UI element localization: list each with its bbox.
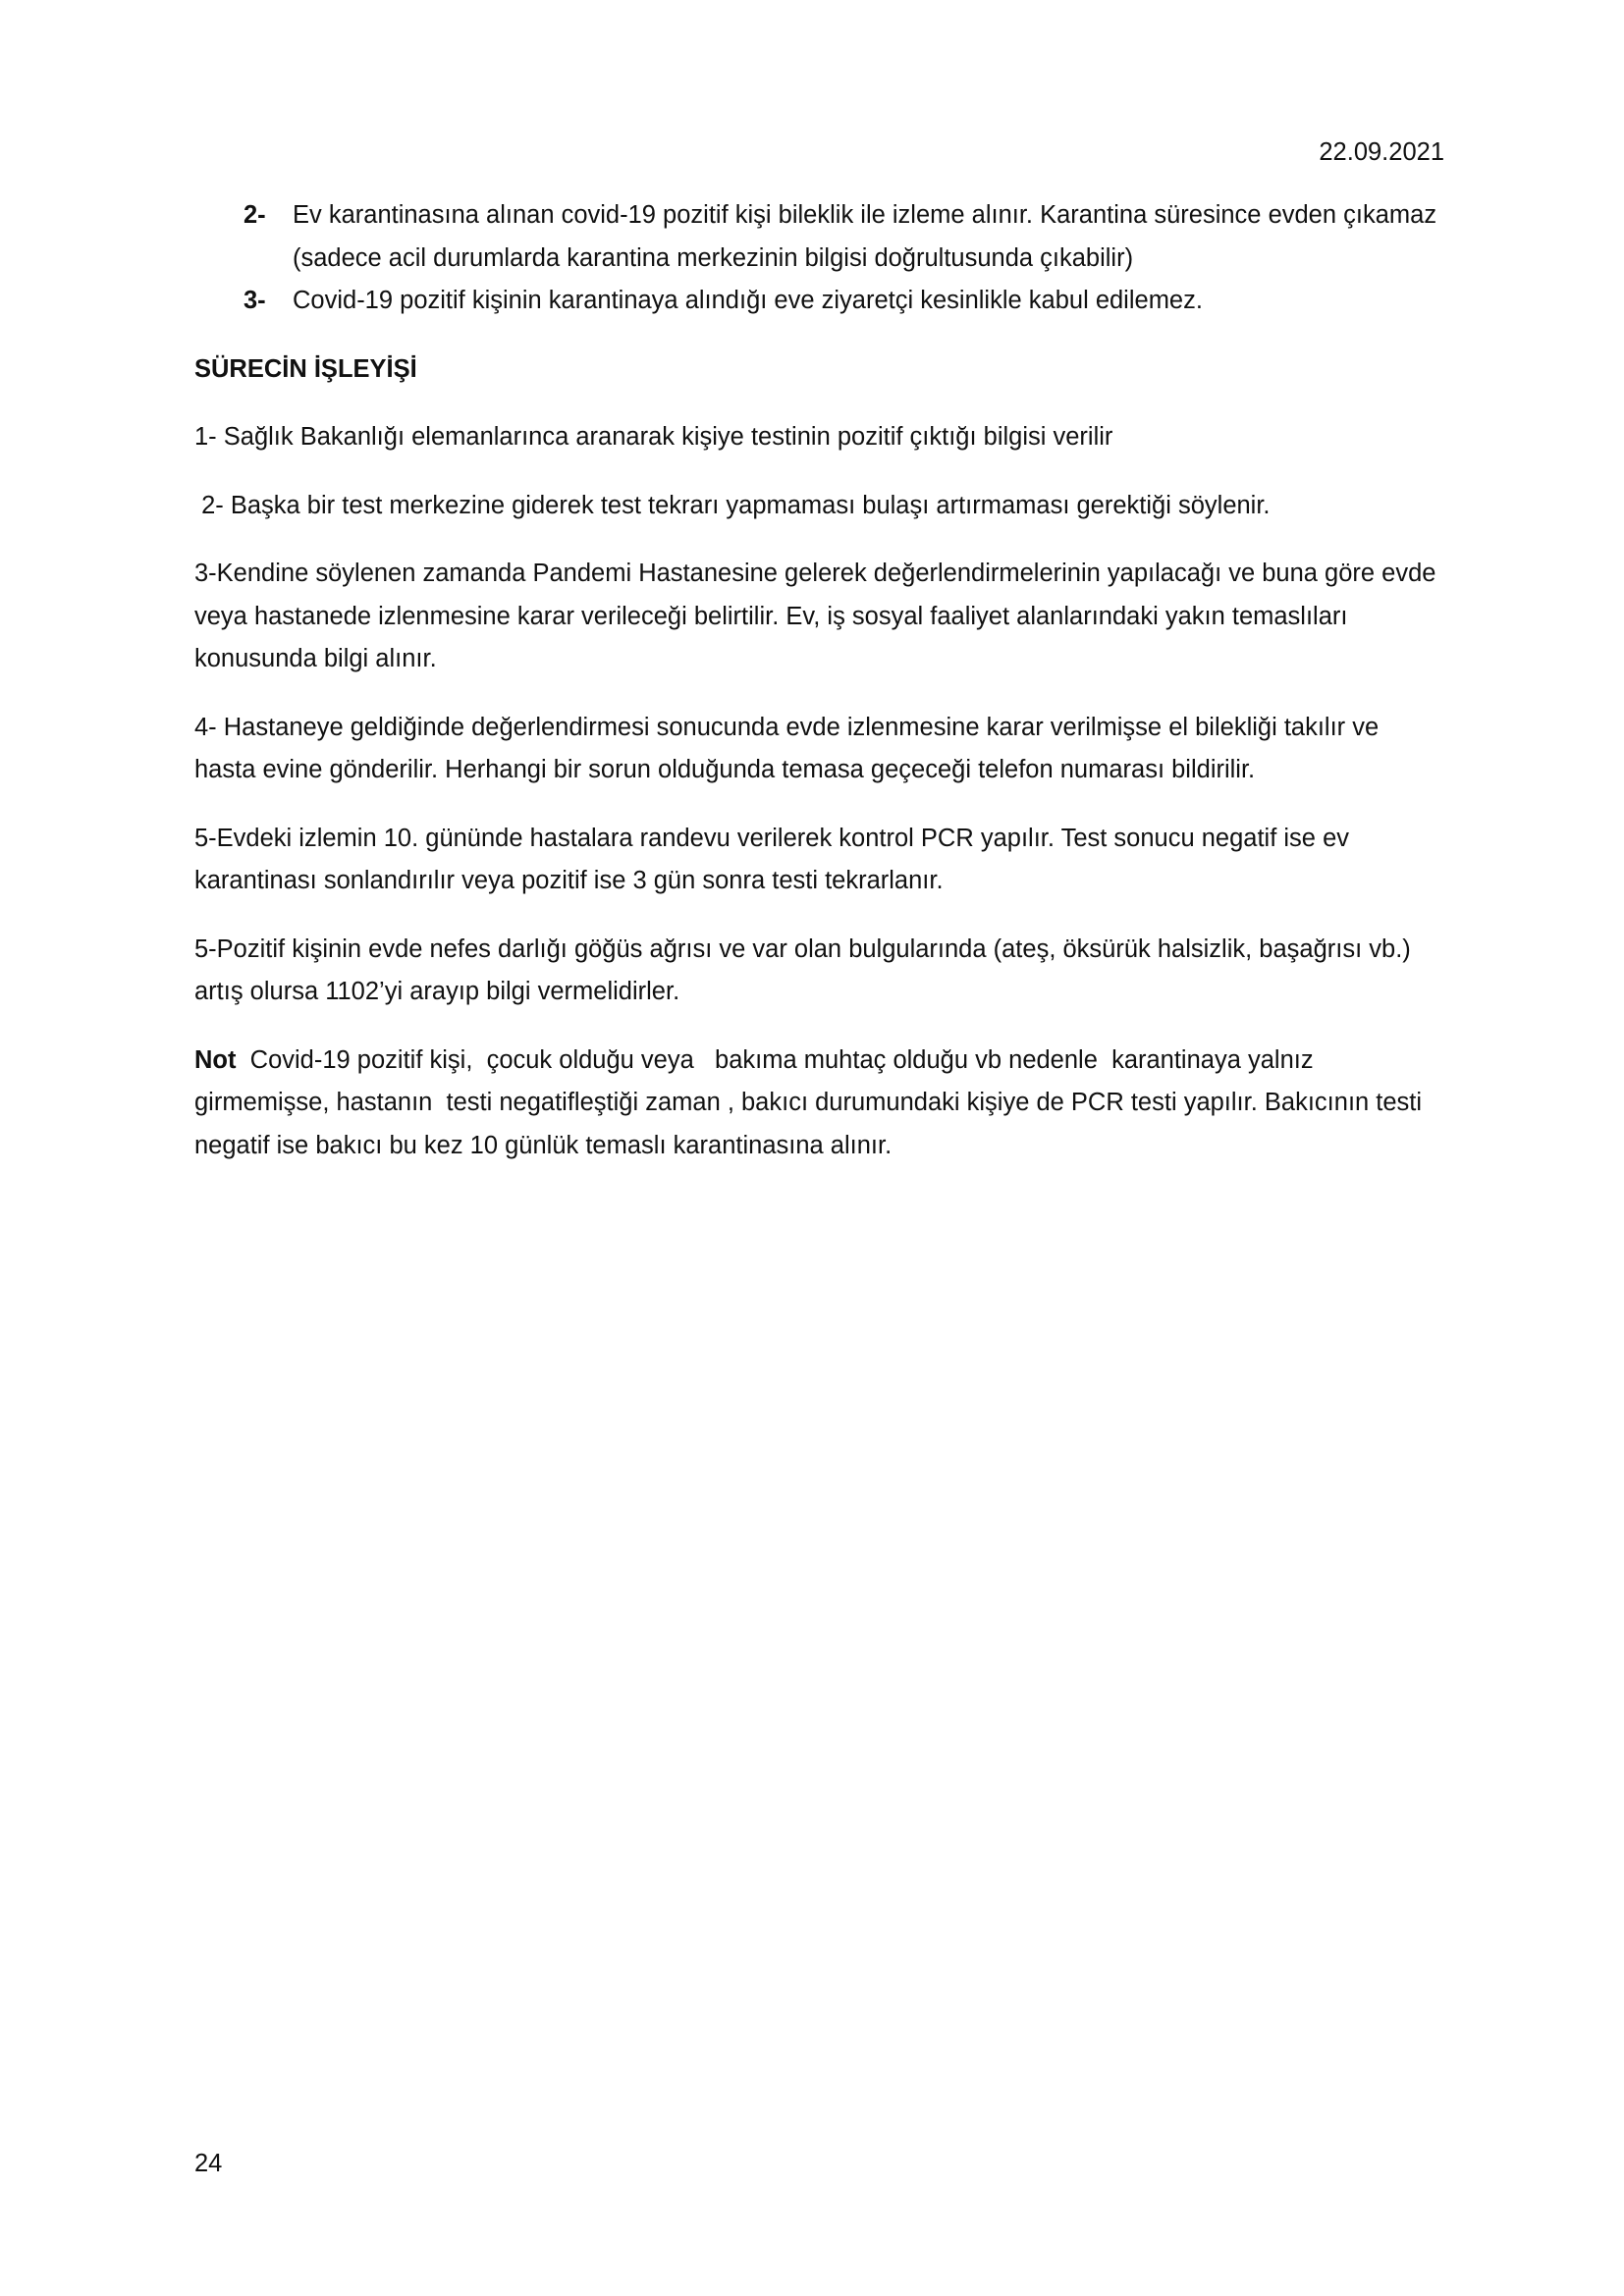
process-step-paragraph: 2- Başka bir test merkezine giderek test tekrarı yapmaması bulaşı artırmaması gerektiği söylenir. — [194, 491, 1271, 519]
numbered-list — [194, 194, 1446, 323]
page-date: 22.09.2021 — [1319, 138, 1444, 166]
list-item-number: 2- — [244, 201, 266, 229]
process-step-paragraph: 3-Kendine söylenen zamanda Pandemi Hastanesine gelerek değerlendirmelerinin yapılacağı ve buna göre evde veya hastanede izlenmesine karar verileceği belirtilir. Ev, iş sosyal faaliyet alanlarındaki yakın temaslıları konusunda bilgi alınır. — [194, 560, 1436, 672]
list-item — [194, 280, 1446, 323]
page-number: 24 — [194, 2150, 223, 2177]
process-step-paragraph: 4- Hastaneye geldiğinde değerlendirmesi sonucunda evde izlenmesine karar verilmişse el bilekliği takılır ve hasta evine gönderilir. Herhangi bir sorun olduğunda temasa geçeceği telefon numarası bildirilir. — [194, 713, 1380, 783]
note-text: Covid-19 pozitif kişi, çocuk olduğu veya bakıma muhtaç olduğu vb nedenle karantinaya yalnız girmemişse, hastanın testi negatifleştiği zaman , bakıcı durumundaki kişiye de PCR testi yapılır. Bakıcının testi negatif ise bakıcı bu kez 10 günlük temaslı karantinasına alınır. — [194, 1045, 1430, 1159]
note-label: Not — [194, 1045, 237, 1074]
process-step-paragraph: 1- Sağlık Bakanlığı elemanlarınca aranarak kişiye testinin pozitif çıktığı bilgisi verilir — [194, 423, 1113, 451]
list-item-text: Covid-19 pozitif kişinin karantinaya alındığı eve ziyaretçi kesinlikle kabul edilemez. — [293, 287, 1203, 314]
list-item-number: 3- — [244, 287, 266, 314]
process-step-paragraph: 5-Evdeki izlemin 10. gününde hastalara randevu verilerek kontrol PCR yapılır. Test sonucu negatif ise ev karantinası sonlandırılır veya pozitif ise 3 gün sonra testi tekrarlanır. — [194, 824, 1350, 894]
list-item — [194, 194, 1446, 280]
note-paragraph — [194, 1040, 1446, 1168]
list-item-text: Ev karantinasına alınan covid-19 pozitif kişi bileklik ile izleme alınır. Karantina süresince evden çıkamaz (sadece acil durumlarda karantina merkezinin bilgisi doğrultusunda çıkabilir) — [293, 201, 1437, 272]
section-heading: SÜRECİN İŞLEYİŞİ — [194, 354, 417, 383]
process-step-paragraph: 5-Pozitif kişinin evde nefes darlığı göğüs ağrısı ve var olan bulgularında (ateş, öksürük halsizlik, başağrısı vb.) artış olursa 1102’yi arayıp bilgi vermelidirler. — [194, 934, 1411, 1005]
document-body — [194, 194, 1446, 1167]
